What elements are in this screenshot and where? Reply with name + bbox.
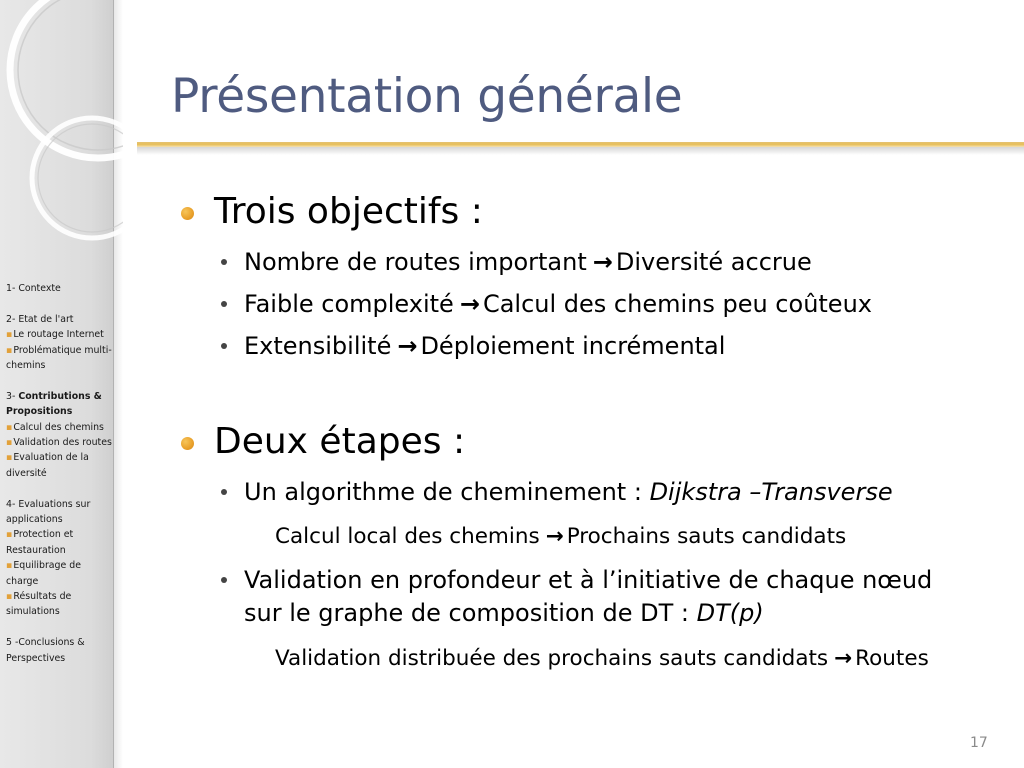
nav-subitem-label: Validation des routes (13, 437, 112, 449)
page-number: 17 (970, 735, 988, 751)
nav-subitem-label: Le routage Internet (13, 329, 104, 341)
etape-item-2-text: sur le graphe de composition de DT : (244, 599, 697, 627)
right-arrow-icon: → (834, 646, 853, 671)
etape-item-1-detail (275, 522, 846, 552)
etape-item-2-line-2 (244, 597, 764, 629)
nav-item-conclusions[interactable]: 5 -Conclusions & Perspectives (6, 637, 85, 664)
nav-item-contexte[interactable]: 1- Contexte (6, 283, 61, 294)
right-arrow-icon: → (545, 524, 564, 549)
right-arrow-icon: → (397, 332, 418, 360)
slide-title: Présentation générale (171, 69, 683, 124)
objectif-effect: Diversité accrue (615, 248, 812, 276)
heading-objectifs: Trois objectifs : (214, 191, 483, 232)
detail-effect: Routes (855, 646, 929, 671)
detail-effect: Prochains sauts candidats (566, 524, 847, 549)
etape-item-2-line-1: Validation en profondeur et à l’initiative de chaque nœud (244, 566, 933, 594)
bullet-icon: ▪ (6, 591, 13, 603)
nav-subitem-label: Evaluation de la diversité (6, 452, 89, 479)
right-arrow-icon: → (459, 290, 480, 318)
bullet-dot-icon (221, 489, 227, 495)
objectif-effect: Déploiement incrémental (420, 332, 726, 360)
nav-item-etat-art[interactable]: 2- Etat de l'art (6, 313, 74, 325)
bullet-dot-icon (221, 259, 227, 265)
etape-item-2-detail (275, 644, 929, 674)
nav-subitem-label: Problématique multi-chemins (6, 344, 112, 372)
nav-subitem-label: Calcul des chemins (13, 421, 104, 433)
bullet-icon: ▪ (6, 560, 13, 572)
nav-item-evaluations[interactable]: 4- Evaluations sur applications (6, 498, 91, 526)
nav-subitem-label: Résultats de simulations (6, 591, 72, 618)
etape-item-1 (244, 476, 893, 508)
orange-bullet-icon (181, 437, 194, 450)
etape-item-1-text: Un algorithme de cheminement : (244, 478, 650, 506)
objectif-item-1 (244, 246, 812, 278)
bullet-icon: ▪ (6, 421, 13, 433)
objectif-effect: Calcul des chemins peu coûteux (482, 290, 872, 318)
objectif-cause: Nombre de routes important (244, 248, 587, 276)
bullet-dot-icon (221, 577, 227, 583)
bullet-icon: ▪ (6, 529, 13, 541)
nav-item-number: 3- (6, 390, 19, 402)
etape-item-1-algorithm: Dijkstra –Transverse (649, 478, 893, 506)
bullet-icon: ▪ (6, 344, 13, 356)
nav-item-label-current: Contributions & Propositions (6, 390, 102, 418)
objectif-cause: Extensibilité (244, 332, 392, 360)
nav-subitem-label: Equilibrage de charge (6, 560, 81, 587)
right-arrow-icon: → (592, 248, 613, 276)
detail-cause: Validation distribuée des prochains sauts candidats (275, 646, 829, 671)
objectif-item-2 (244, 288, 872, 320)
detail-cause: Calcul local des chemins (275, 524, 540, 549)
bullet-dot-icon (221, 301, 227, 307)
bullet-dot-icon (221, 343, 227, 349)
objectif-item-3 (244, 330, 725, 362)
bullet-icon: ▪ (6, 452, 13, 464)
orange-bullet-icon (181, 207, 194, 220)
etape-item-2-graph: DT(p) (696, 599, 764, 627)
heading-etapes: Deux étapes : (214, 421, 466, 462)
bullet-icon: ▪ (6, 437, 13, 449)
objectif-cause: Faible complexité (244, 290, 454, 318)
bullet-icon: ▪ (6, 329, 13, 341)
nav-subitem-label: Protection et Restauration (6, 529, 74, 556)
